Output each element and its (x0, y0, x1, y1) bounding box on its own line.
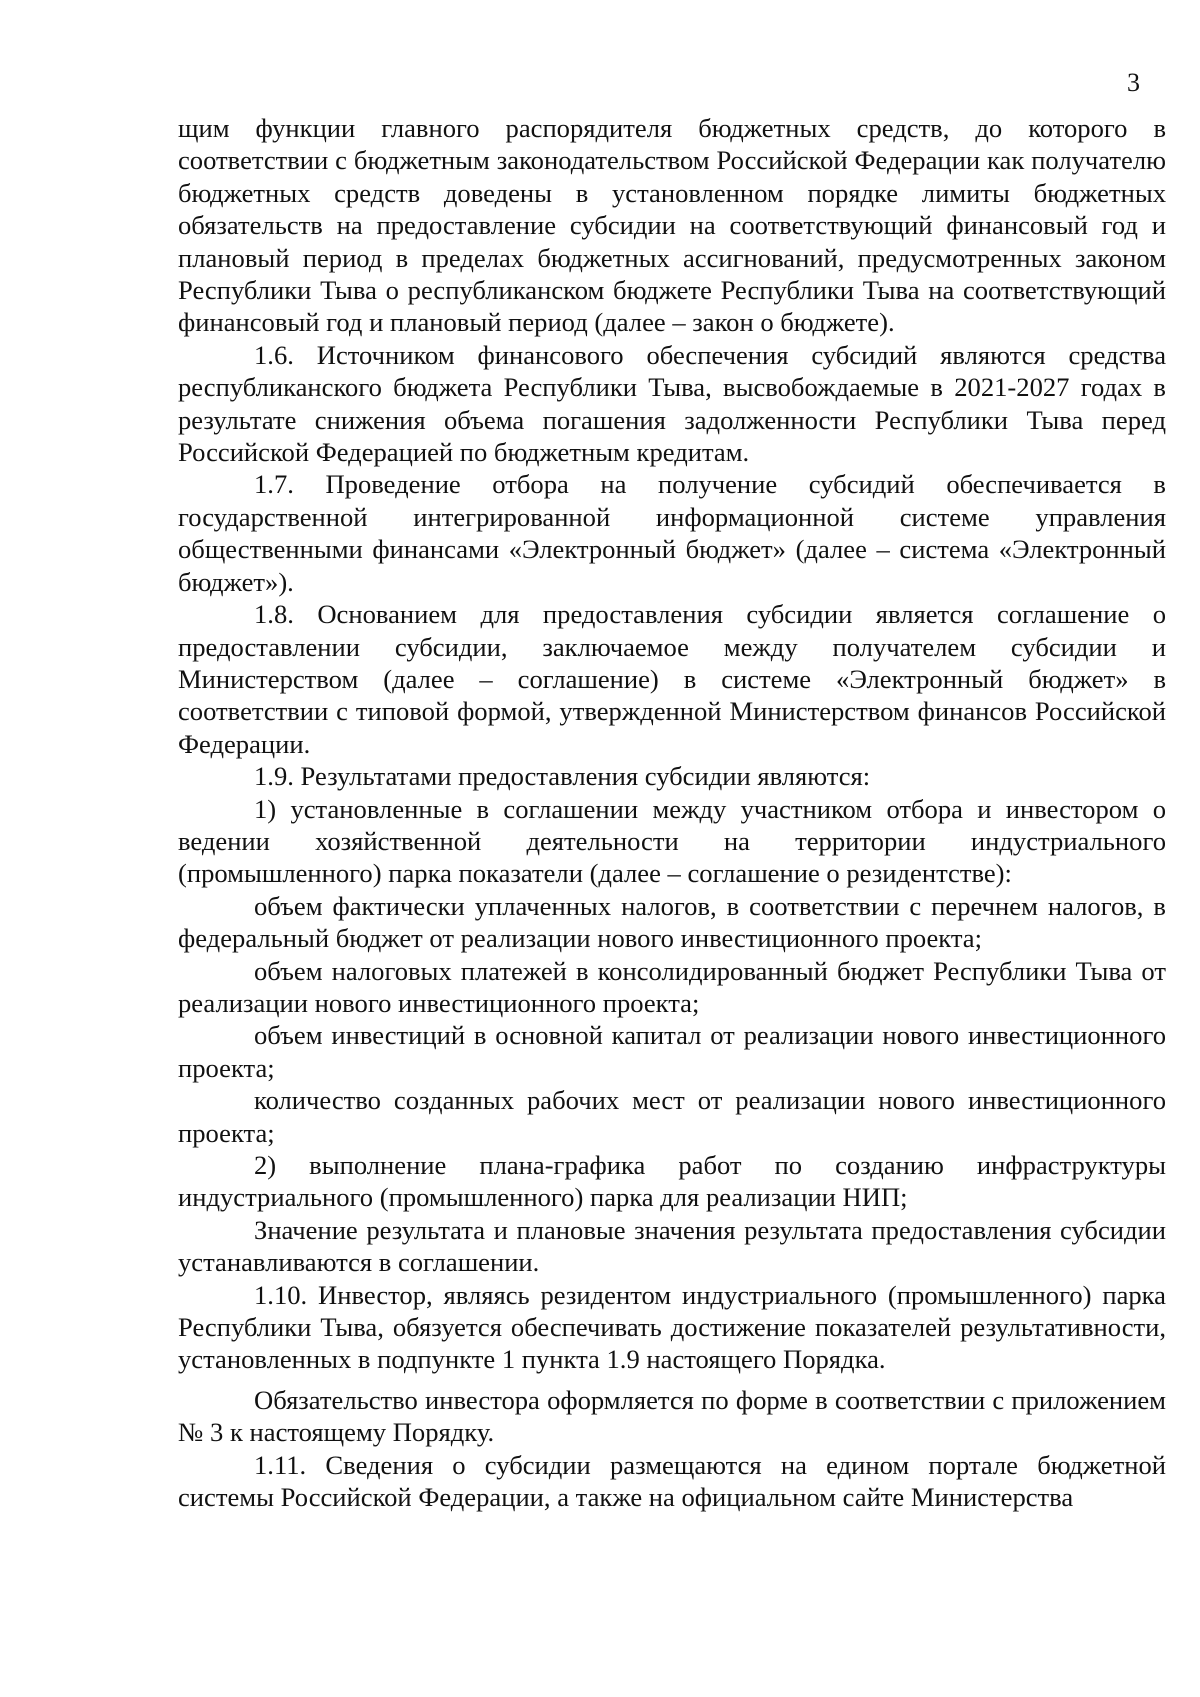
paragraph-1-8: 1.8. Основанием для предоставления субсидии является соглашение о предоставлении субсидии, заключаемое между получателем субсидии и Министерством (далее – соглашение) в системе «Электронный бюджет» в соответствии с типовой формой, утвержденной Министерством финансов Российской Федерации. (178, 599, 1166, 759)
paragraph-1-10: 1.10. Инвестор, являясь резидентом индустриального (промышленного) парка Республики Тыва, обязуется обеспечивать достижение показателей результативности, установленных в подпункте 1 пункта 1.9 настоящего Порядка. (178, 1279, 1166, 1375)
paragraph-investor-obligation: Обязательство инвестора оформляется по форме в соответствии с приложением № 3 к настоящему Порядку. (178, 1384, 1166, 1448)
paragraph-continuation: щим функции главного распорядителя бюджетных средств, до которого в соответствии с бюджетным законодательством Российской Федерации как получателю бюджетных средств доведены в установленном порядке лимиты бюджетных обязательств на предоставление субсидии на соответствующий финансовый год и плановый период в пределах бюджетных ассигнований, предусмотренных законом Республики Тыва о республиканском бюджете Республики Тыва на соответствующий финансовый год и плановый период (далее – закон о бюджете). (178, 113, 1166, 338)
indicator-consolidated-budget: объем налоговых платежей в консолидированный бюджет Республики Тыва от реализации нового инвестиционного проекта; (178, 955, 1166, 1018)
list-item-1: 1) установленные в соглашении между участником отбора и инвестором о ведении хозяйственной деятельности на территории индустриального (промышленного) парка показатели (далее – соглашение о резидентстве): (178, 793, 1166, 889)
page-number: 3 (1127, 68, 1140, 97)
document-body (178, 112, 1166, 1513)
paragraph-1-7: 1.7. Проведение отбора на получение субсидий обеспечивается в государственной интегрированной информационной системе управления общественными финансами «Электронный бюджет» (далее – система «Электронный бюджет»). (178, 469, 1166, 597)
indicator-federal-taxes: объем фактически уплаченных налогов, в соответствии с перечнем налогов, в федеральный бюджет от реализации нового инвестиционного проекта; (178, 890, 1166, 954)
indicator-investments: объем инвестиций в основной капитал от реализации нового инвестиционного проекта; (178, 1020, 1166, 1083)
paragraph-result-values: Значение результата и плановые значения результата предоставления субсидии устанавливаются в соглашении. (178, 1214, 1166, 1278)
list-item-2: 2) выполнение плана-графика работ по созданию инфраструктуры индустриального (промышленного) парка для реализации НИП; (178, 1150, 1166, 1213)
paragraph-1-9: 1.9. Результатами предоставления субсидии являются: (254, 761, 871, 792)
paragraph-1-11: 1.11. Сведения о субсидии размещаются на едином портале бюджетной системы Российской Федерации, а также на официальном сайте Министерства (178, 1449, 1166, 1513)
paragraph-1-6: 1.6. Источником финансового обеспечения субсидий являются средства республиканского бюджета Республики Тыва, высвобождаемые в 2021-2027 годах в результате снижения объема погашения задолженности Республики Тыва перед Российской Федерацией по бюджетным кредитам. (178, 339, 1166, 468)
indicator-jobs: количество созданных рабочих мест от реализации нового инвестиционного проекта; (178, 1085, 1166, 1148)
